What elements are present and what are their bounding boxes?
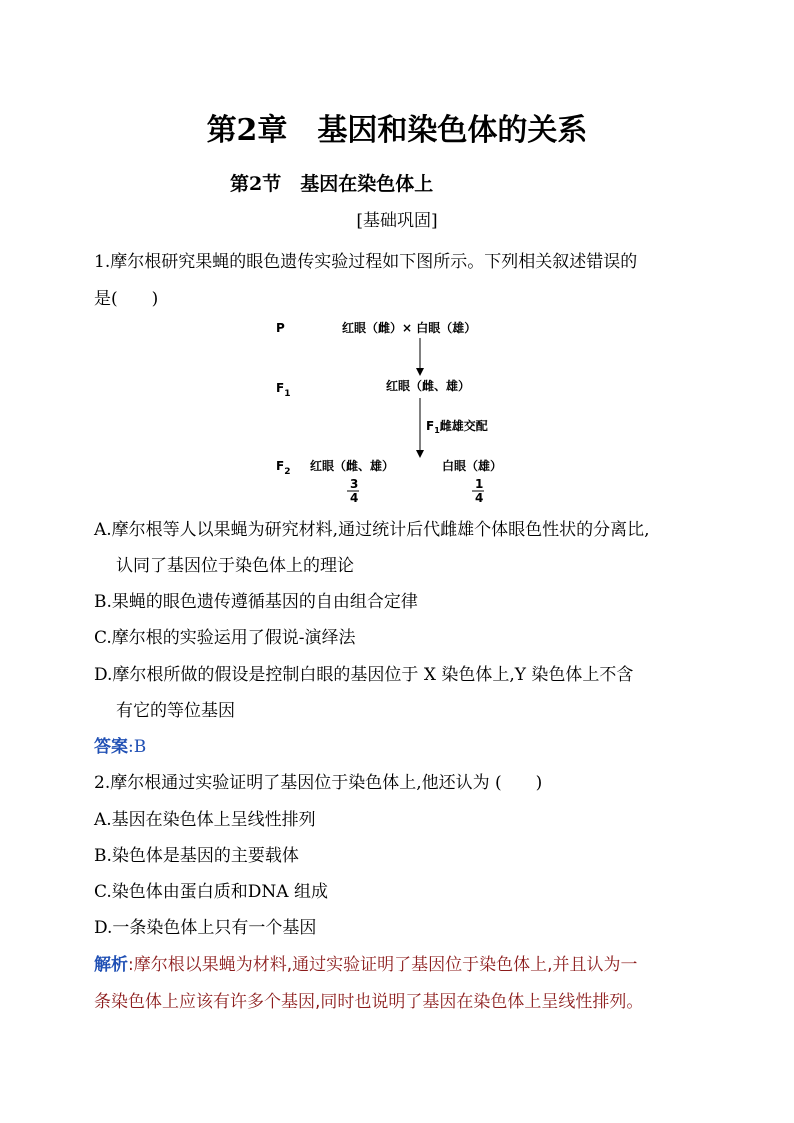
q2-option-a: A.基因在染色体上呈线性排列: [94, 810, 316, 830]
q2-option-b: B.染色体是基因的主要载体: [94, 846, 299, 866]
q1-option-d-line2: 有它的等位基因: [116, 701, 235, 721]
q1-stem-line1: 1.摩尔根研究果蝇的眼色遗传实验过程如下图所示。下列相关叙述错误的: [94, 252, 638, 272]
q1-option-c: C.摩尔根的实验运用了假说-演绎法: [94, 628, 356, 648]
answer-value: :B: [128, 737, 147, 757]
f2-left-text: 红眼（雌、雄）: [310, 459, 395, 473]
q2-option-d: D.一条染色体上只有一个基因: [94, 918, 317, 938]
chapter-title: 第2章 基因和染色体的关系: [206, 113, 588, 148]
f2-right-text: 白眼（雄）: [442, 459, 503, 473]
f1-label: $F_1$: [276, 381, 291, 399]
p-label: P: [276, 321, 285, 335]
explanation-text-1: :摩尔根以果蝇为材料,通过实验证明了基因位于染色体上,并且认为一: [128, 955, 638, 975]
f2-right-numerator: 1: [475, 477, 484, 491]
q2-explanation-line1: [94, 957, 638, 974]
q1-stem-line2: 是( ): [94, 289, 159, 309]
f2-left-denominator: 4: [350, 491, 359, 505]
q2-stem: 2.摩尔根通过实验证明了基因位于染色体上,他还认为 ( ): [94, 773, 543, 793]
q2-explanation-line2: 条染色体上应该有许多个基因,同时也说明了基因在染色体上呈线性排列。: [94, 992, 644, 1012]
answer-label: 答案: [94, 737, 128, 757]
genetics-cross-diagram: [260, 316, 520, 506]
section-title: 第2节 基因在染色体上: [230, 173, 434, 195]
arrow-head-1: [416, 368, 424, 376]
explanation-label: 解析: [94, 955, 128, 975]
q1-option-a-line2: 认同了基因位于染色体上的理论: [116, 556, 354, 576]
subheading: [基础巩固]: [356, 211, 438, 231]
arrow-head-2: [416, 450, 424, 458]
q1-option-d-line1: D.摩尔根所做的假设是控制白眼的基因位于 X 染色体上,Y 染色体上不含: [94, 665, 634, 685]
q1-option-b: B.果蝇的眼色遗传遵循基因的自由组合定律: [94, 592, 418, 612]
f1-text: 红眼（雌、雄）: [386, 379, 471, 393]
q1-answer: [94, 739, 146, 756]
p-cross-text: 红眼（雌）× 白眼（雄）: [342, 321, 477, 335]
arrow-label: $F_1$雌雄交配: [426, 419, 488, 435]
f2-right-denominator: 4: [475, 491, 484, 505]
f2-label: $F_2$: [276, 459, 291, 477]
f2-left-numerator: 3: [350, 477, 359, 491]
q1-option-a-line1: A.摩尔根等人以果蝇为研究材料,通过统计后代雌雄个体眼色性状的分离比,: [94, 520, 650, 540]
q2-option-c: C.染色体由蛋白质和DNA 组成: [94, 882, 328, 902]
